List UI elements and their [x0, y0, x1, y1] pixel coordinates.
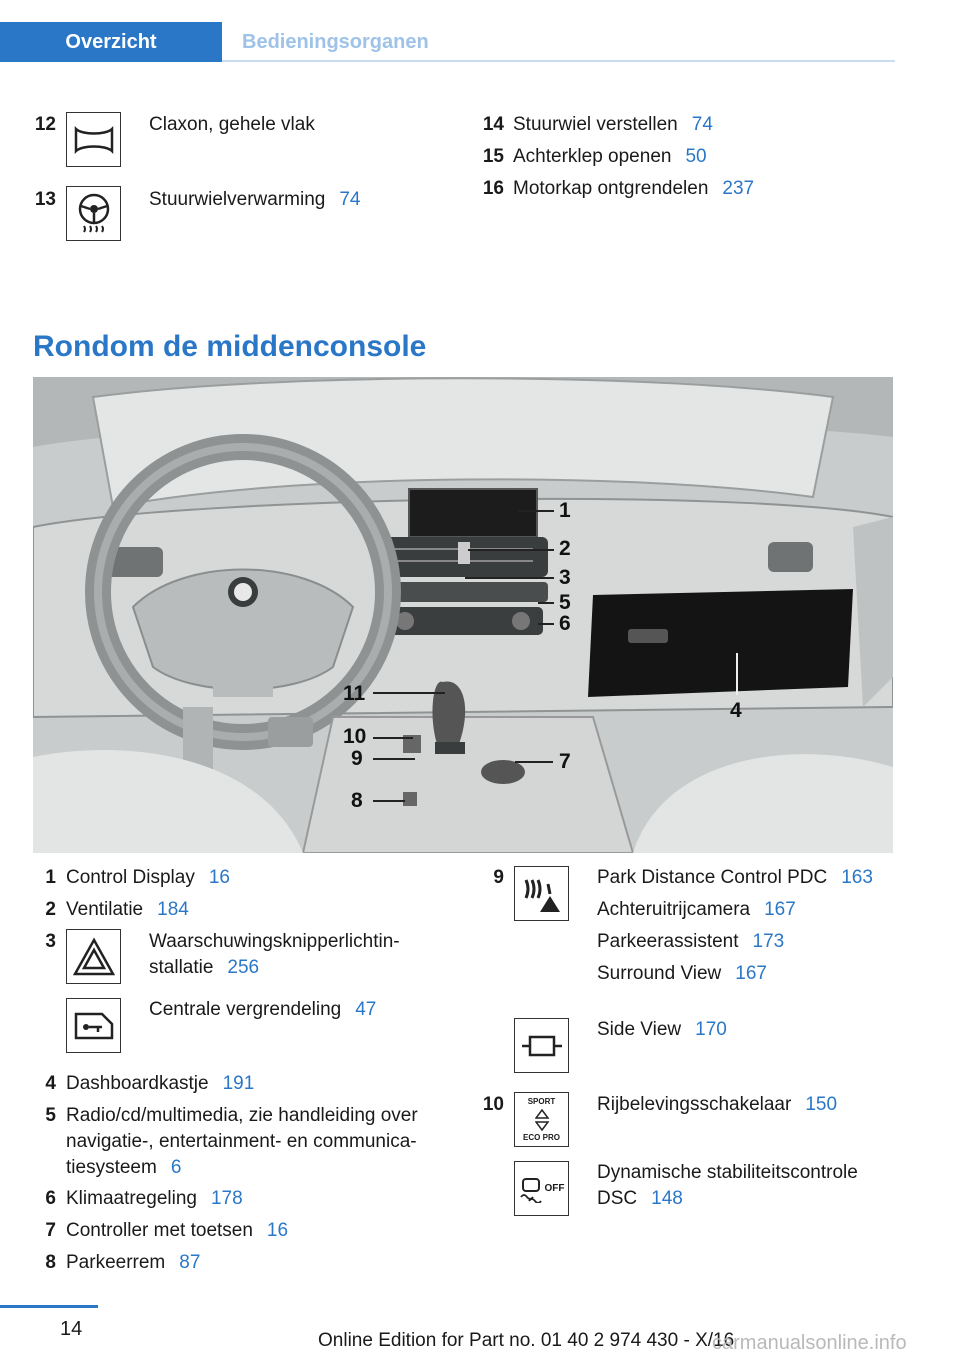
callout-line	[538, 623, 554, 625]
watermark: carmanualsonline.info	[712, 1332, 907, 1354]
list-item-3b-text	[149, 998, 376, 1022]
item-number: 9	[493, 867, 504, 888]
tab-bedieningsorganen[interactable]: Bedieningsorganen	[222, 22, 895, 62]
callout-line	[465, 577, 554, 579]
page-number: 14	[60, 1318, 83, 1340]
edition-text: Online Edition for Part no. 01 40 2 974 430 - X/16	[318, 1330, 735, 1351]
page-ref-link[interactable]: 148	[651, 1188, 683, 1209]
item-label: Controller met toetsen	[66, 1220, 253, 1241]
tab-underline	[222, 60, 895, 62]
callout-number: 7	[559, 750, 571, 773]
list-item-9b-text	[597, 1018, 727, 1042]
callout-line	[518, 510, 554, 512]
item-label: Ventilatie	[66, 899, 144, 920]
item-number: 4	[45, 1073, 56, 1094]
item-label: Radio/cd/multimedia, zie handleiding over	[66, 1105, 418, 1126]
dashboard-illustration	[33, 377, 893, 853]
list-item-1	[26, 866, 230, 890]
callout-number: 8	[351, 789, 363, 812]
item-label: Side View	[597, 1019, 682, 1040]
callout-line	[373, 800, 405, 802]
callout-line	[538, 602, 554, 604]
driving-experience-switch-icon	[514, 1092, 569, 1147]
central-locking-icon	[66, 998, 121, 1053]
item-label: tiesysteem	[66, 1157, 157, 1178]
item-number: 5	[45, 1105, 56, 1126]
dsc-off-icon	[514, 1161, 569, 1216]
item-number: 14	[482, 114, 504, 135]
page-ref-link[interactable]: 167	[735, 963, 767, 984]
list-item-7	[26, 1219, 288, 1243]
page-ref-link[interactable]: 16	[208, 867, 230, 888]
list-item-15	[474, 145, 707, 169]
list-item-9-text	[597, 866, 873, 986]
page-ref-link[interactable]: 47	[355, 999, 377, 1020]
page-ref-link[interactable]: 74	[339, 189, 361, 210]
list-item-13-text	[149, 188, 360, 212]
page-ref-link[interactable]: 170	[695, 1019, 727, 1040]
callout-line	[515, 761, 553, 763]
item-number: 6	[45, 1188, 56, 1209]
item-number: 13	[34, 189, 56, 210]
item-label: Waarschuwingsknipperlichtin-	[149, 931, 400, 952]
list-item-16	[474, 177, 754, 201]
horn-icon	[66, 112, 121, 167]
page-ref-link[interactable]: 6	[170, 1157, 182, 1178]
icon-label: OFF	[544, 1183, 565, 1194]
item-label: DSC	[597, 1188, 638, 1209]
item-number: 12	[34, 114, 56, 135]
callout-number: 2	[559, 537, 571, 560]
item-number: 7	[45, 1220, 56, 1241]
page-ref-link[interactable]: 50	[685, 146, 707, 167]
page-ref-link[interactable]: 167	[764, 899, 796, 920]
item-label: Dashboardkastje	[66, 1073, 209, 1094]
callout-line	[736, 653, 738, 695]
item-number: 10	[482, 1094, 504, 1115]
item-number: 16	[482, 178, 504, 199]
park-distance-control-icon	[514, 866, 569, 921]
callout-number: 4	[730, 699, 742, 722]
list-item-3-text	[149, 930, 400, 980]
list-item-5	[26, 1104, 418, 1180]
item-label: Parkeerrem	[66, 1252, 166, 1273]
item-label: Dynamische stabiliteitscontrole	[597, 1162, 858, 1183]
side-view-camera-icon	[514, 1018, 569, 1073]
callout-number: 9	[351, 747, 363, 770]
item-label: Rijbelevingsschakelaar	[597, 1094, 792, 1115]
item-label: Parkeerassistent	[597, 931, 739, 952]
footer-rule	[0, 1305, 98, 1308]
item-label: Control Display	[66, 867, 195, 888]
callout-number: 6	[559, 612, 571, 635]
callout-line	[373, 758, 415, 760]
item-label: Claxon, gehele vlak	[149, 114, 315, 135]
item-label: Centrale vergrendeling	[149, 999, 342, 1020]
callout-number: 1	[559, 499, 571, 522]
page-ref-link[interactable]: 74	[691, 114, 713, 135]
item-label: Klimaatregeling	[66, 1188, 197, 1209]
callout-line	[373, 692, 445, 694]
page-ref-link[interactable]: 191	[222, 1073, 255, 1094]
tab-overzicht[interactable]: Overzicht	[0, 22, 222, 62]
item-label: Achteruitrijcamera	[597, 899, 751, 920]
list-item-6	[26, 1187, 243, 1211]
list-item-14	[474, 113, 713, 137]
item-label: Motorkap ontgrendelen	[513, 178, 709, 199]
item-label: Stuurwiel verstellen	[513, 114, 678, 135]
page-ref-link[interactable]: 178	[210, 1188, 243, 1209]
item-label: Park Distance Control PDC	[597, 867, 828, 888]
item-label: stallatie	[149, 957, 214, 978]
page-ref-link[interactable]: 184	[157, 899, 189, 920]
header-tabs	[0, 22, 895, 62]
item-number: 8	[45, 1252, 56, 1273]
hazard-warning-icon	[66, 929, 121, 984]
list-item-8	[26, 1251, 200, 1275]
item-label: navigatie-, entertainment- en communica-	[66, 1131, 417, 1152]
list-item-4	[26, 1072, 254, 1096]
list-item-10b-text	[597, 1161, 858, 1211]
page-ref-link[interactable]: 173	[752, 931, 785, 952]
callout-number: 3	[559, 566, 571, 589]
callout-number: 10	[343, 725, 367, 748]
page-ref-link[interactable]: 87	[179, 1252, 201, 1273]
callout-number: 11	[343, 682, 366, 705]
item-number: 15	[482, 146, 504, 167]
section-title: Rondom de middenconsole	[33, 330, 427, 363]
list-item-10-text	[597, 1093, 837, 1117]
item-label: Surround View	[597, 963, 722, 984]
icon-label: ECO PRO	[523, 1133, 560, 1142]
list-item-12-text	[149, 113, 315, 137]
item-label: Stuurwielverwarming	[149, 189, 326, 210]
list-item-2	[26, 898, 189, 922]
page-ref-link[interactable]: 16	[266, 1220, 289, 1241]
callout-line	[373, 737, 413, 739]
callout-line	[468, 549, 554, 551]
page-ref-link[interactable]: 150	[805, 1094, 838, 1115]
item-label: Achterklep openen	[513, 146, 672, 167]
item-number: 2	[45, 899, 56, 920]
item-number: 3	[45, 931, 56, 952]
callout-number: 5	[559, 591, 571, 614]
item-number: 1	[45, 867, 56, 888]
page-ref-link[interactable]: 256	[227, 957, 260, 978]
page-ref-link[interactable]: 237	[722, 178, 755, 199]
heated-steering-wheel-icon	[66, 186, 121, 241]
page-ref-link[interactable]: 163	[841, 867, 873, 888]
icon-label: SPORT	[527, 1097, 556, 1106]
